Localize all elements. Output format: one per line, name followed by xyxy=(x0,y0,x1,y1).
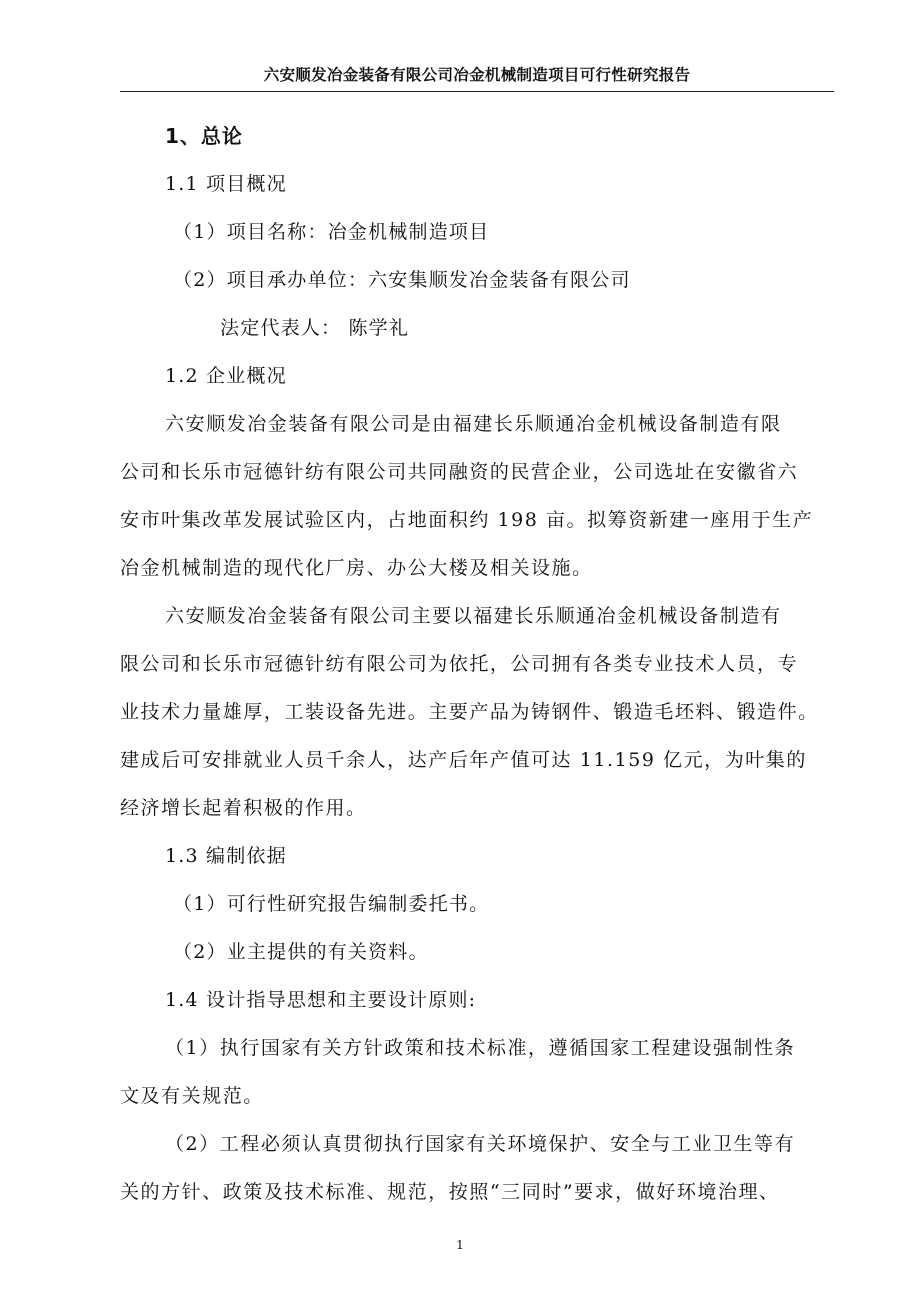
header-divider xyxy=(120,91,834,92)
subsection-title-1-4: 1.4 设计指导思想和主要设计原则: xyxy=(165,989,477,1011)
paragraph-line: （1）执行国家有关方针政策和技术标准，遵循国家工程建设强制性条 xyxy=(165,1037,796,1059)
paragraph-line: 安市叶集改革发展试验区内，占地面积约 198 亩。拟筹资新建一座用于生产 xyxy=(120,509,814,531)
paragraph-line: 关的方针、政策及技术标准、规范，按照“三同时”要求，做好环境治理、 xyxy=(120,1181,780,1203)
legal-representative-line: 法定代表人： 陈学礼 xyxy=(220,317,410,339)
paragraph-line: 六安顺发冶金装备有限公司是由福建长乐顺通冶金机械设备制造有限 xyxy=(165,413,782,435)
paragraph-line: 冶金机械制造的现代化厂房、办公大楼及相关设施。 xyxy=(120,557,593,579)
section-heading: 1、总论 xyxy=(165,124,243,148)
subsection-title-1-2: 1.2 企业概况 xyxy=(165,365,287,387)
subsection-title-1-3: 1.3 编制依据 xyxy=(165,845,287,867)
project-undertaker-item: （2）项目承办单位：六安集顺发冶金装备有限公司 xyxy=(173,269,631,291)
document-body xyxy=(120,112,833,1216)
principle-item-2 xyxy=(120,1120,833,1216)
subsection-title-1-1: 1.1 项目概况 xyxy=(165,173,287,195)
paragraph-line: 经济增长起着积极的作用。 xyxy=(120,797,367,819)
paragraph-line: （2）工程必须认真贯彻执行国家有关环境保护、安全与工业卫生等有 xyxy=(165,1133,796,1155)
paragraph-line: 六安顺发冶金装备有限公司主要以福建长乐顺通冶金机械设备制造有 xyxy=(165,605,782,627)
basis-item-1: （1）可行性研究报告编制委托书。 xyxy=(173,893,490,915)
basis-item-2: （2）业主提供的有关资料。 xyxy=(173,941,429,963)
company-overview-paragraph-2 xyxy=(120,592,833,832)
company-overview-paragraph-1 xyxy=(120,400,833,592)
paragraph-line: 建成后可安排就业人员千余人，达产后年产值可达 11.159 亿元，为叶集的 xyxy=(120,749,807,771)
principle-item-1 xyxy=(120,1024,833,1120)
page-number: 1 xyxy=(456,1238,464,1252)
project-name-item: （1）项目名称：冶金机械制造项目 xyxy=(173,221,490,243)
paragraph-line: 公司和长乐市冠德针纺有限公司共同融资的民营企业，公司选址在安徽省六 xyxy=(120,461,799,483)
paragraph-line: 限公司和长乐市冠德针纺有限公司为依托，公司拥有各类专业技术人员，专 xyxy=(120,653,799,675)
paragraph-line: 文及有关规范。 xyxy=(120,1085,264,1107)
running-header: 六安顺发冶金装备有限公司冶金机械制造项目可行性研究报告 xyxy=(263,66,691,84)
paragraph-line: 业技术力量雄厚，工装设备先进。主要产品为铸钢件、锻造毛坯料、锻造件。 xyxy=(120,701,819,723)
